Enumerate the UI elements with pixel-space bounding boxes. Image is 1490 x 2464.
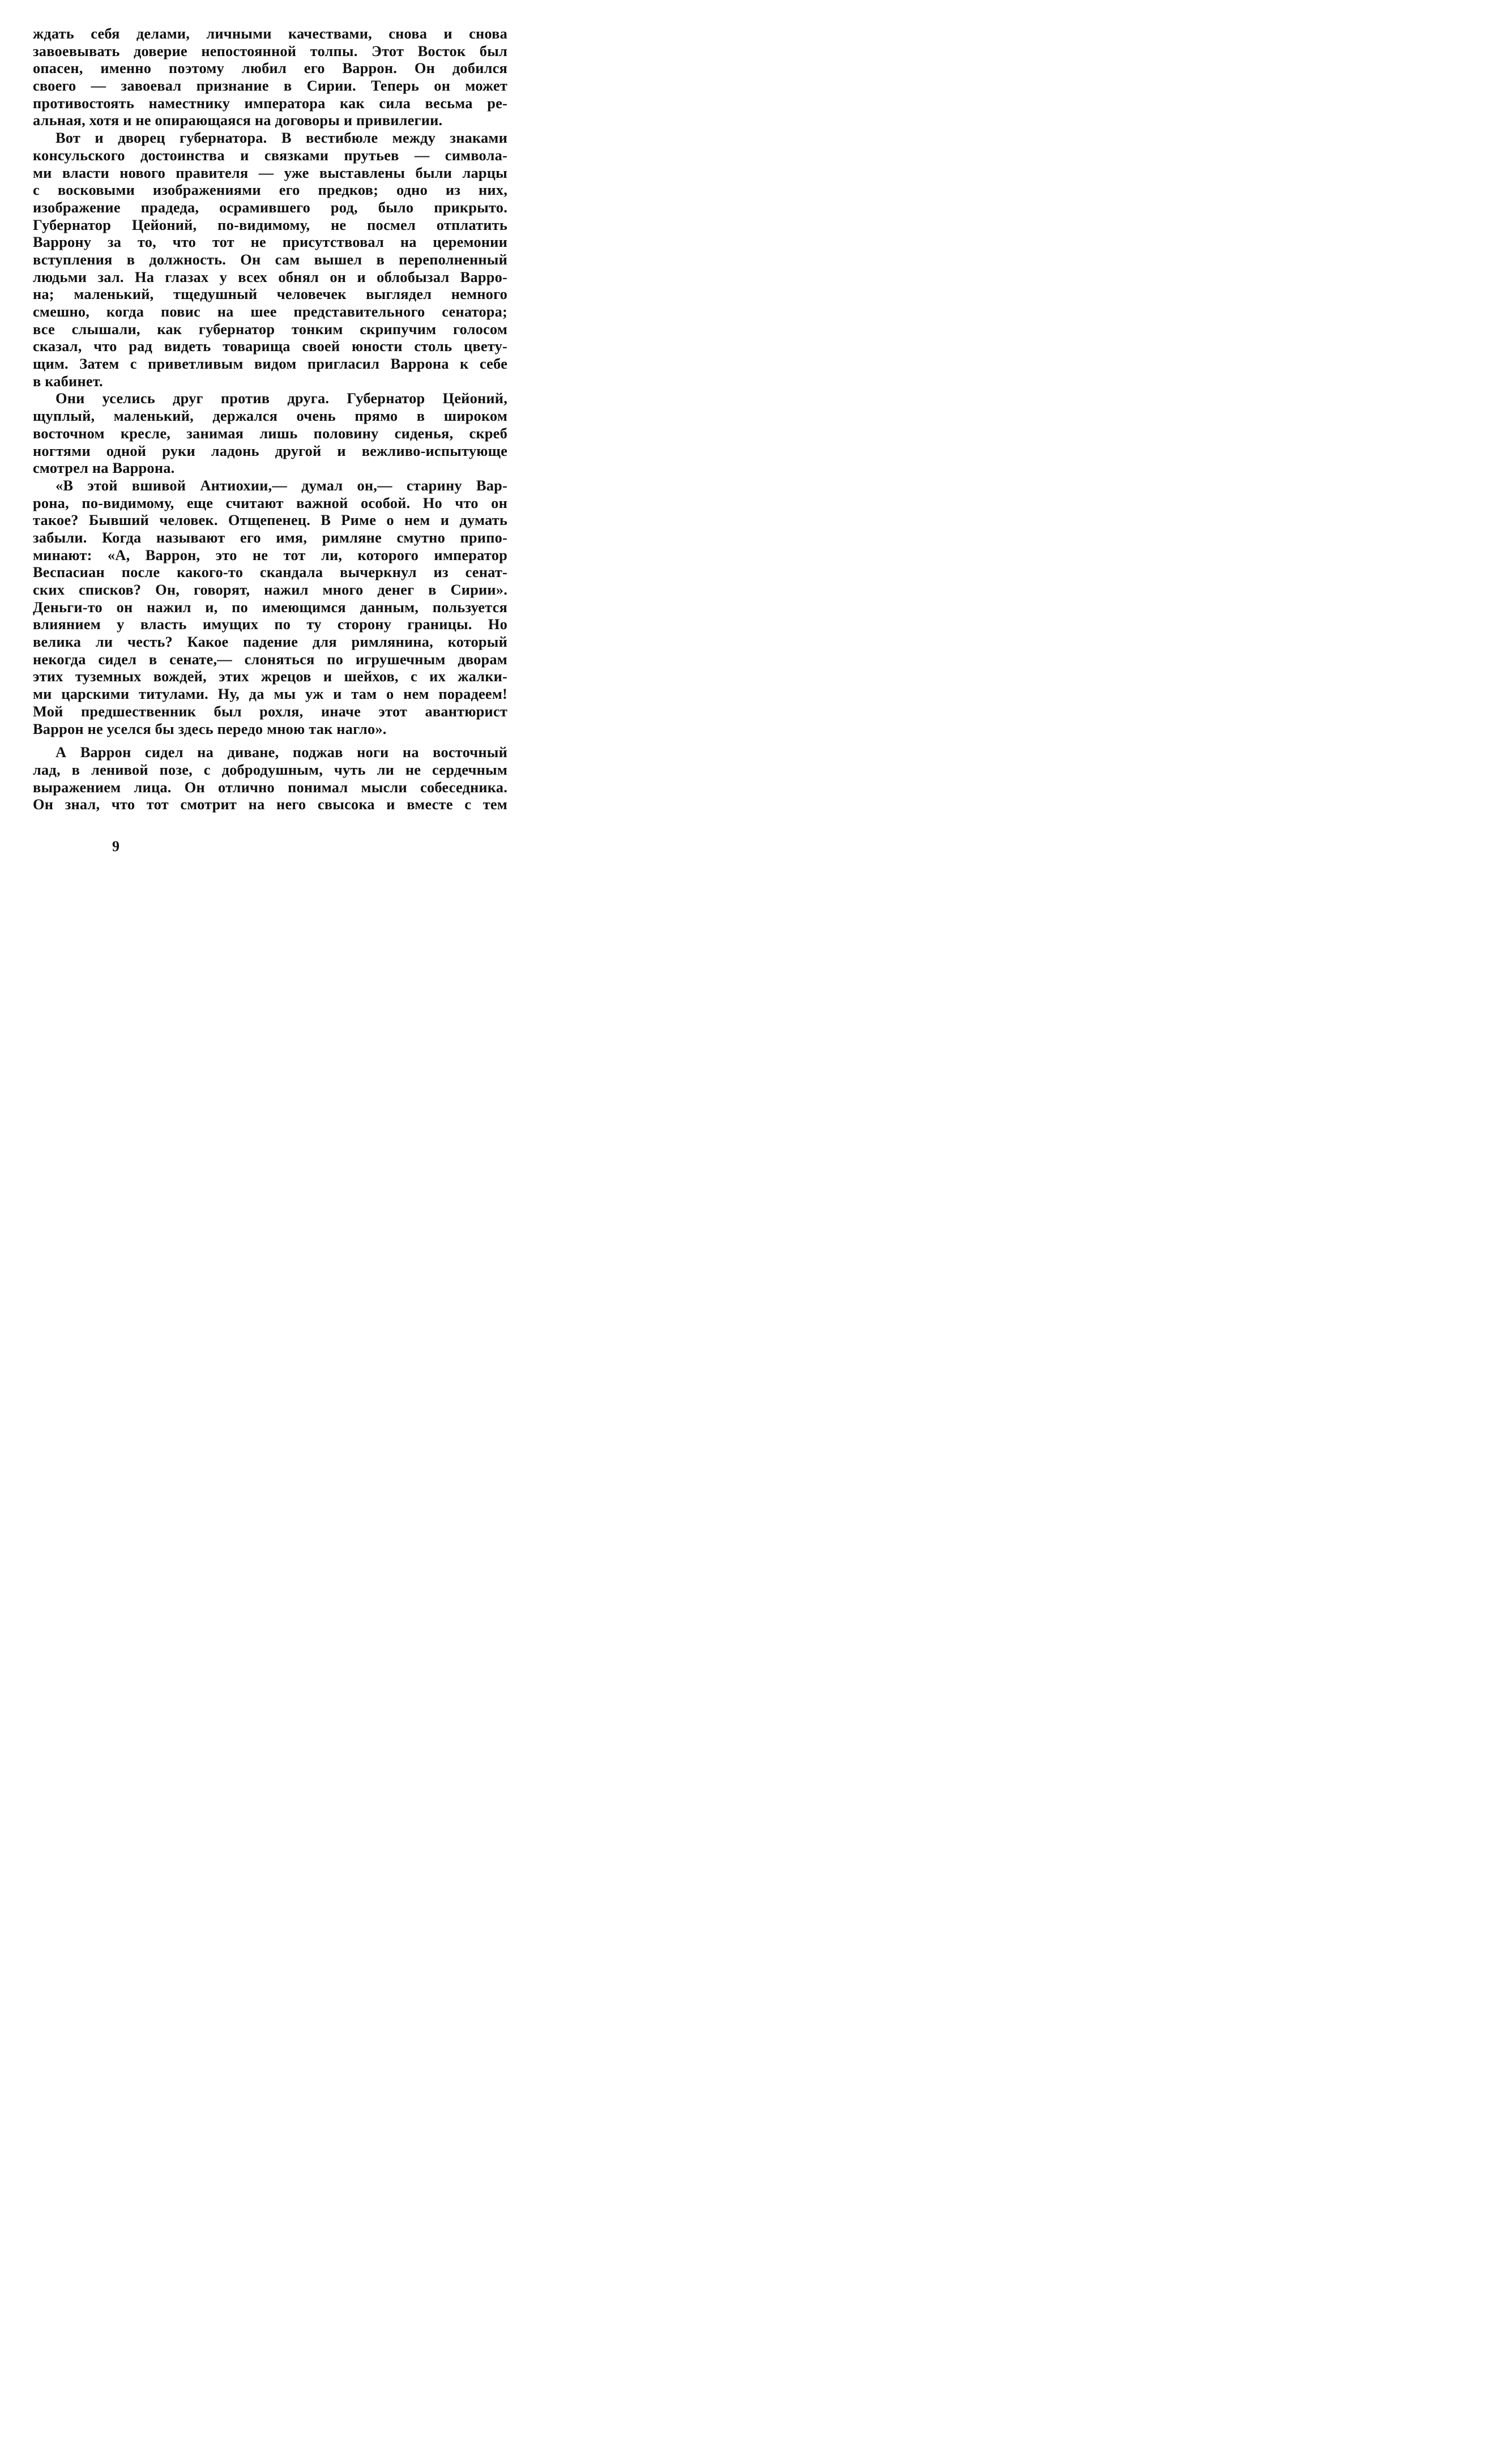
text-line: опасен, именно поэтому любил его Варрон. Он добился <box>33 59 507 77</box>
text-line: Веспасиан после какого-то скандала вычеркнул из сенат- <box>33 563 507 581</box>
text-line: этих туземных вождей, этих жрецов и шейхов, с их жалки- <box>33 668 507 685</box>
paragraph <box>33 390 507 476</box>
page-body <box>33 25 507 813</box>
text-line: Варрону за то, что тот не присутствовал на церемонии <box>33 233 507 251</box>
text-line: щуплый, маленький, держался очень прямо в широком <box>33 407 507 425</box>
text-line: ногтями одной руки ладонь другой и вежливо-испытующе <box>33 442 507 459</box>
page-number: 9 <box>112 838 119 855</box>
text-line: Мой предшественник был рохля, иначе этот авантюрист <box>33 702 507 720</box>
text-line: ждать себя делами, личными качествами, снова и снова <box>33 25 507 42</box>
text-line: минают: «А, Варрон, это не тот ли, которого император <box>33 546 507 563</box>
text-line: смотрел на Варрона. <box>33 459 175 477</box>
text-line: альная, хотя и не опирающаяся на договоры и привилегии. <box>33 112 443 129</box>
text-line: щим. Затем с приветливым видом пригласил Варрона к себе <box>33 355 507 373</box>
paragraph <box>33 477 507 737</box>
text-line: с восковыми изображениями его предков; одно из них, <box>33 181 507 199</box>
text-line: Губернатор Цейоний, по-видимому, не посмел отплатить <box>33 216 507 233</box>
text-line: Деньги-то он нажил и, по имеющимся данным, пользуется <box>33 598 507 616</box>
paragraph <box>33 25 507 129</box>
text-line: людьми зал. На глазах у всех обнял он и облобызал Варро- <box>33 268 507 285</box>
text-line: своего — завоевал признание в Сирии. Теперь он может <box>33 77 507 95</box>
text-line: Они уселись друг против друга. Губернатор Цейоний, <box>55 390 507 407</box>
text-line: «В этой вшивой Антиохии,— думал он,— старину Вар- <box>55 476 507 494</box>
text-line: на; маленький, тщедушный человечек выглядел немного <box>33 285 507 303</box>
paragraph-gap <box>33 737 507 744</box>
paragraph <box>33 129 507 390</box>
text-line: вступления в должность. Он сам вышел в переполненный <box>33 250 507 268</box>
text-line: ских списков? Он, говорят, нажил много денег в Сирии». <box>33 581 507 598</box>
text-line: Вот и дворец губернатора. В вестибюле между знаками <box>55 129 507 147</box>
text-line: велика ли честь? Какое падение для римлянина, который <box>33 633 507 651</box>
text-line: восточном кресле, занимая лишь половину сиденья, скреб <box>33 424 507 442</box>
text-line: ми царскими титулами. Ну, да мы уж и там о нем порадеем! <box>33 685 507 703</box>
text-line: консульского достоинства и связками прутьев — символа- <box>33 146 507 164</box>
text-line: сказал, что рад видеть товарища своей юности столь цвету- <box>33 338 507 355</box>
text-line: все слышали, как губернатор тонким скрипучим голосом <box>33 320 507 338</box>
text-line: А Варрон сидел на диване, поджав ноги на восточный <box>55 744 507 761</box>
text-line: Варрон не уселся бы здесь передо мною так нагло». <box>33 720 387 737</box>
text-line: влиянием у власть имущих по ту сторону границы. Но <box>33 616 507 633</box>
text-line: Он знал, что тот смотрит на него свысока и вместе с тем <box>33 796 507 813</box>
text-line: завоевывать доверие непостоянной толпы. Этот Восток был <box>33 42 507 59</box>
text-line: ми власти нового правителя — уже выставлены были ларцы <box>33 164 507 181</box>
text-line: смешно, когда повис на шее представительного сенатора; <box>33 303 507 320</box>
text-line: выражением лица. Он отлично понимал мысли собеседника. <box>33 778 507 796</box>
text-line: такое? Бывший человек. Отщепенец. В Риме о нем и думать <box>33 511 507 529</box>
text-line: некогда сидел в сенате,— слоняться по игрушечным дворам <box>33 650 507 668</box>
paragraph <box>33 744 507 813</box>
text-line: в кабинет. <box>33 372 103 390</box>
text-line: забыли. Когда называют его имя, римляне смутно припо- <box>33 528 507 546</box>
text-line: противостоять наместнику императора как сила весьма ре- <box>33 94 507 112</box>
text-line: лад, в ленивой позе, с добродушным, чуть ли не сердечным <box>33 761 507 778</box>
text-line: изображение прадеда, осрамившего род, было прикрыто. <box>33 198 507 216</box>
text-line: рона, по-видимому, еще считают важной особой. Но что он <box>33 494 507 511</box>
